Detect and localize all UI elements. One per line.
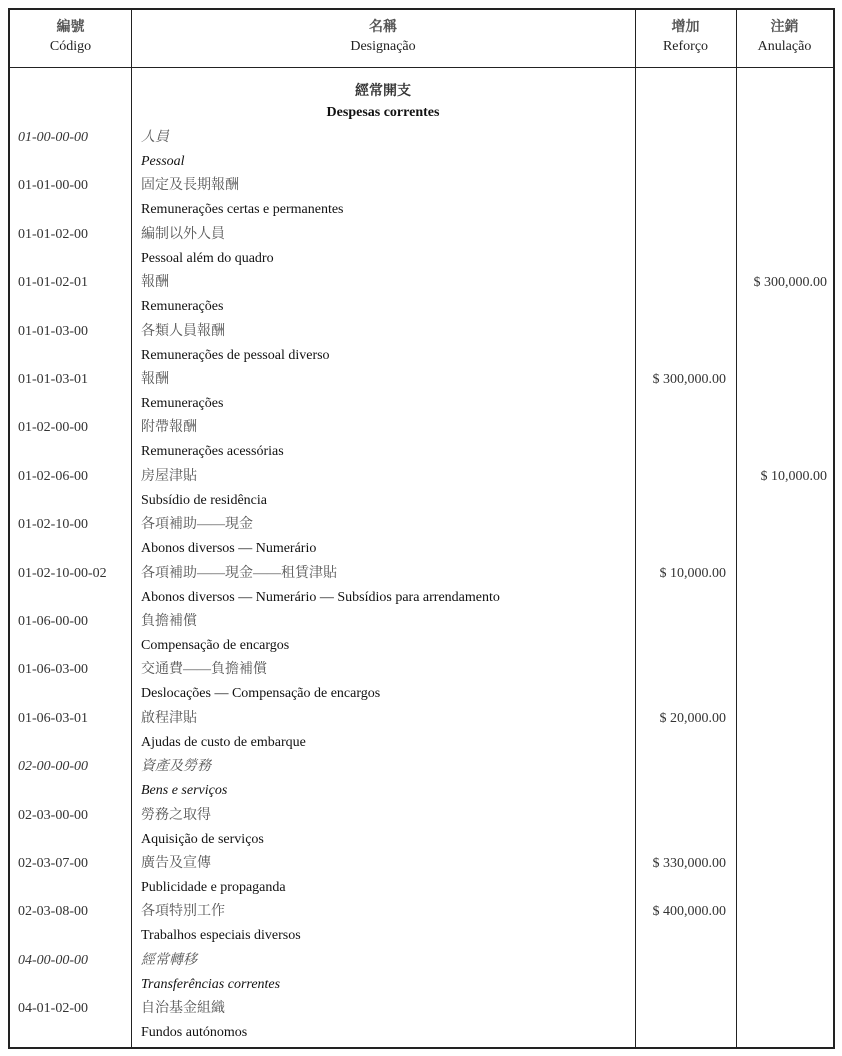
row-code: 01-01-03-00: [18, 323, 88, 339]
row-code: 01-02-10-00-02: [18, 565, 107, 581]
row-designation-zh: 自治基金組織: [141, 1001, 225, 1017]
row-code: 04-01-02-00: [18, 1001, 88, 1017]
budget-table: [8, 8, 835, 1049]
table-row: [10, 174, 833, 222]
section-title-zh: 經常開支: [355, 84, 411, 99]
row-designation-pt: Pessoal além do quadro: [141, 250, 274, 266]
row-designation-pt: Remunerações de pessoal diverso: [141, 347, 330, 363]
row-designation-pt: Remunerações certas e permanentes: [141, 202, 344, 218]
row-designation-pt: Publicidade e propaganda: [141, 880, 286, 895]
header-reinforcement: [635, 10, 736, 68]
table-row: [10, 416, 833, 464]
header-reinforcement-zh: 增加: [671, 20, 700, 35]
row-designation-pt: Ajudas de custo de embarque: [141, 734, 306, 750]
row-designation-zh: 報酬: [141, 372, 169, 387]
table-row: [10, 852, 833, 900]
row-designation-pt: Abonos diversos — Numerário — Subsídios para arrendamento: [141, 589, 500, 605]
row-code: 04-00-00-00: [18, 952, 88, 968]
row-designation-zh: 各項特別工作: [141, 904, 225, 920]
table-row: [10, 610, 833, 658]
row-code: 01-06-00-00: [18, 614, 88, 629]
row-designation-zh: 各項補助——現金——租賃津貼: [141, 565, 337, 581]
row-code: 01-01-02-00: [18, 226, 88, 242]
header-code-pt: Código: [49, 39, 92, 54]
row-code: 01-01-02-01: [18, 275, 88, 291]
row-designation-pt: Fundos autónomos: [141, 1025, 248, 1041]
row-reinforcement: $ 330,000.00: [652, 856, 726, 871]
row-code: 01-00-00-00: [18, 130, 88, 145]
row-designation-pt: Remunerações acessórias: [141, 444, 284, 460]
row-designation-zh: 各類人員報酬: [141, 323, 225, 339]
row-reinforcement: $ 20,000.00: [659, 710, 726, 726]
header-code-zh: 編號: [56, 20, 85, 35]
row-code: 01-06-03-00: [18, 662, 88, 678]
row-reinforcement: $ 300,000.00: [652, 372, 726, 387]
row-designation-pt: Compensação de encargos: [141, 638, 290, 653]
row-designation-zh: 經常轉移: [141, 952, 197, 968]
row-code: 01-02-06-00: [18, 468, 88, 484]
row-designation-pt: Bens e serviços: [141, 783, 228, 799]
table-row: [10, 804, 833, 852]
header-designation: [131, 10, 635, 68]
table-row: [10, 707, 833, 755]
row-designation-pt: Remunerações: [141, 299, 224, 315]
row-designation-zh: 房屋津貼: [141, 468, 197, 484]
row-designation-zh: 附帶報酬: [141, 420, 197, 436]
header-designation-zh: 名稱: [369, 20, 397, 35]
table-row: [10, 997, 833, 1045]
row-designation-zh: 編制以外人員: [141, 226, 225, 242]
row-code: 02-03-00-00: [18, 807, 88, 823]
section-title-pt: Despesas correntes: [326, 105, 440, 120]
row-designation-zh: 交通費——負擔補償: [141, 662, 267, 678]
table-row: [10, 223, 833, 271]
row-code: 01-02-10-00: [18, 517, 88, 533]
row-code: 02-03-07-00: [18, 856, 88, 871]
table-row: [10, 320, 833, 368]
row-annulment: $ 10,000.00: [760, 468, 827, 484]
row-code: 01-01-00-00: [18, 178, 88, 194]
row-designation-pt: Deslocações — Compensação de encargos: [141, 686, 381, 702]
row-designation-zh: 資產及勞務: [141, 759, 211, 775]
row-designation-pt: Trabalhos especiais diversos: [141, 928, 301, 944]
table-row: [10, 658, 833, 706]
table-row: [10, 900, 833, 948]
row-reinforcement: $ 10,000.00: [659, 565, 726, 581]
table-row: [10, 562, 833, 610]
row-designation-pt: Remunerações: [141, 396, 224, 411]
row-code: 02-00-00-00: [18, 759, 88, 775]
row-designation-zh: 報酬: [141, 275, 169, 291]
row-designation-pt: Transferências correntes: [141, 976, 281, 992]
table-row: [10, 513, 833, 561]
row-designation-zh: 人員: [141, 130, 169, 145]
row-designation-zh: 負擔補償: [141, 614, 197, 629]
row-code: 01-01-03-01: [18, 372, 88, 387]
header-annulment: [736, 10, 833, 68]
table-row: [10, 126, 833, 174]
row-designation-zh: 啟程津貼: [141, 710, 197, 726]
header-code: [10, 10, 131, 68]
row-designation-pt: Subsídio de residência: [141, 492, 267, 508]
header-reinforcement-pt: Reforço: [662, 39, 709, 54]
row-code: 01-06-03-01: [18, 710, 88, 726]
row-designation-pt: Abonos diversos — Numerário: [141, 541, 317, 557]
row-code: 02-03-08-00: [18, 904, 88, 920]
header-annulment-pt: Anulação: [757, 39, 812, 54]
header-divider: [10, 67, 833, 68]
row-code: 01-02-00-00: [18, 420, 88, 436]
header-designation-pt: Designação: [350, 39, 416, 54]
row-annulment: $ 300,000.00: [753, 275, 827, 291]
header-annulment-zh: 注銷: [770, 20, 799, 35]
row-reinforcement: $ 400,000.00: [652, 904, 726, 920]
row-designation-zh: 各項補助——現金: [141, 517, 253, 533]
row-designation-zh: 廣告及宣傳: [141, 856, 211, 871]
table-row: [10, 465, 833, 513]
row-designation-zh: 勞務之取得: [141, 807, 211, 823]
table-row: [10, 271, 833, 319]
row-designation-pt: Pessoal: [141, 154, 185, 169]
row-designation-pt: Aquisição de serviços: [141, 831, 264, 847]
table-row: [10, 368, 833, 416]
table-row: [10, 949, 833, 997]
row-designation-zh: 固定及長期報酬: [141, 178, 239, 194]
table-row: [10, 755, 833, 803]
